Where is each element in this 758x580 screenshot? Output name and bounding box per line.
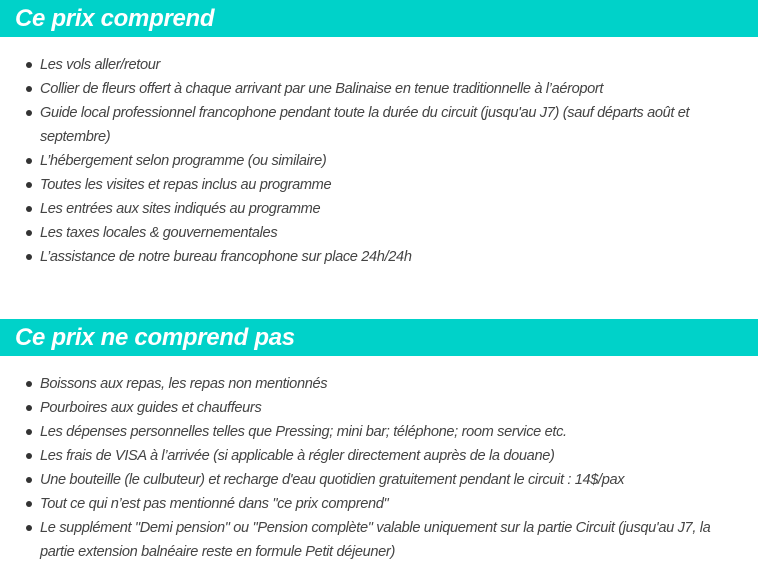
bullet-icon	[26, 86, 32, 92]
bullet-icon	[26, 230, 32, 236]
list-item-text: Les vols aller/retour	[40, 57, 160, 73]
list-item	[0, 420, 758, 444]
list-item	[0, 516, 758, 564]
price-includes-section	[0, 0, 758, 269]
list-item-text: Une bouteille (le culbuteur) et recharge d'eau quotidien gratuitement pendant le circuit : 14$/pax	[40, 472, 625, 488]
list-item-text: Les entrées aux sites indiqués au programme	[40, 201, 321, 217]
list-item-text: Pourboires aux guides et chauffeurs	[40, 400, 262, 416]
list-item	[0, 372, 758, 396]
bullet-icon	[26, 206, 32, 212]
list-item	[0, 197, 758, 221]
list-item	[0, 396, 758, 420]
bullet-icon	[26, 62, 32, 68]
list-item	[0, 173, 758, 197]
list-item	[0, 492, 758, 516]
list-item	[0, 101, 758, 149]
list-item	[0, 444, 758, 468]
bullet-icon	[26, 254, 32, 260]
list-item-text: Les dépenses personnelles telles que Pressing; mini bar; téléphone; room service etc.	[40, 424, 567, 440]
bullet-icon	[26, 158, 32, 164]
price-includes-header	[0, 0, 758, 37]
list-item-text: Tout ce qui n’est pas mentionné dans "ce prix comprend"	[40, 496, 389, 512]
list-item-text: Toutes les visites et repas inclus au programme	[40, 177, 332, 193]
list-item-text: Les taxes locales & gouvernementales	[40, 225, 278, 241]
list-item-text: Guide local professionnel francophone pendant toute la durée du circuit (jusqu'au J7) (sauf départs août et septembre)	[40, 105, 690, 145]
price-includes-title: Ce prix comprend	[15, 4, 215, 32]
list-item	[0, 245, 758, 269]
list-item	[0, 468, 758, 492]
list-item-text: Boissons aux repas, les repas non mentionnés	[40, 376, 328, 392]
bullet-icon	[26, 525, 32, 531]
bullet-icon	[26, 110, 32, 116]
list-item-text: L’assistance de notre bureau francophone sur place 24h/24h	[40, 249, 412, 265]
list-item	[0, 221, 758, 245]
price-excludes-title: Ce prix ne comprend pas	[15, 323, 295, 351]
bullet-icon	[26, 453, 32, 459]
list-item-text: Collier de fleurs offert à chaque arrivant par une Balinaise en tenue traditionnelle à l’aéroport	[40, 81, 604, 97]
price-includes-list	[0, 53, 758, 269]
list-item	[0, 53, 758, 77]
bullet-icon	[26, 405, 32, 411]
bullet-icon	[26, 429, 32, 435]
list-item-text: L’hébergement selon programme (ou similaire)	[40, 153, 327, 169]
list-item	[0, 149, 758, 173]
list-item-text: Le supplément "Demi pension" ou "Pension complète" valable uniquement sur la partie Circuit (jusqu'au J7, la partie extension balnéaire reste en formule Petit déjeuner)	[40, 520, 711, 560]
bullet-icon	[26, 477, 32, 483]
list-item	[0, 77, 758, 101]
list-item-text: Les frais de VISA à l’arrivée (si applicable à régler directement auprès de la douane)	[40, 448, 555, 464]
price-excludes-section	[0, 319, 758, 564]
bullet-icon	[26, 182, 32, 188]
bullet-icon	[26, 381, 32, 387]
price-excludes-list	[0, 372, 758, 564]
price-excludes-header	[0, 319, 758, 356]
bullet-icon	[26, 501, 32, 507]
